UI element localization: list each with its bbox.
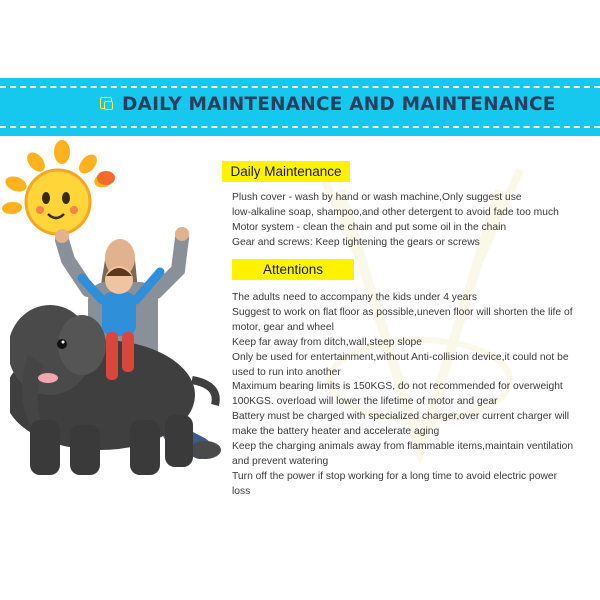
double-square-icon [100,97,112,109]
banner-top-dashes [0,86,600,88]
attention-line: Maximum bearing limits is 150KGS, do not recommended for overweight [232,381,563,393]
daily-line: Motor system - clean the chain and put some oil in the chain [232,221,507,233]
elephant-ride-photo [10,220,230,495]
attention-line: Battery must be charged with specialized charger,over current charger will [232,411,570,423]
attentions-heading: Attentions [232,259,354,280]
attention-line: loss [232,485,251,497]
daily-line: Gear and screws: Keep tightening the gears or screws [232,236,480,248]
attention-line: Turn off the power if stop working for a long time to avoid electric power [232,470,558,482]
attention-line: The adults need to accompany the kids under 4 years [232,292,477,303]
attention-line: make the battery heater and accelerate aging [232,426,440,438]
daily-maintenance-heading: Daily Maintenance [222,161,350,182]
attention-line: motor, gear and wheel [232,321,334,333]
daily-maintenance-text [232,191,590,251]
banner-bottom-dashes [0,126,600,128]
attention-line: Keep far away from ditch,wall,steep slope [232,336,423,348]
attention-line: 100KGS. overload will lower the lifetime of motor and gear [232,396,498,408]
attention-line: Only be used for entertainment,without Anti-collision device,it could not be [232,351,569,363]
attention-line: Suggest to work on flat floor as possible,uneven floor will shorten the life of [232,306,573,318]
daily-line: Plush cover - wash by hand or wash machine,Only suggest use [232,192,522,203]
attention-line: and prevent watering [232,455,329,467]
attention-line: used to run into another [232,366,341,378]
attention-line: Keep the charging animals away from flammable items,maintain ventilation [232,441,574,453]
attentions-text [232,291,590,500]
page-title: DAILY MAINTENANCE AND MAINTENANCE [122,94,556,115]
daily-line: low-alkaline soap, shampoo,and other detergent to avoid fade too much [232,206,559,218]
title-banner [0,78,600,136]
